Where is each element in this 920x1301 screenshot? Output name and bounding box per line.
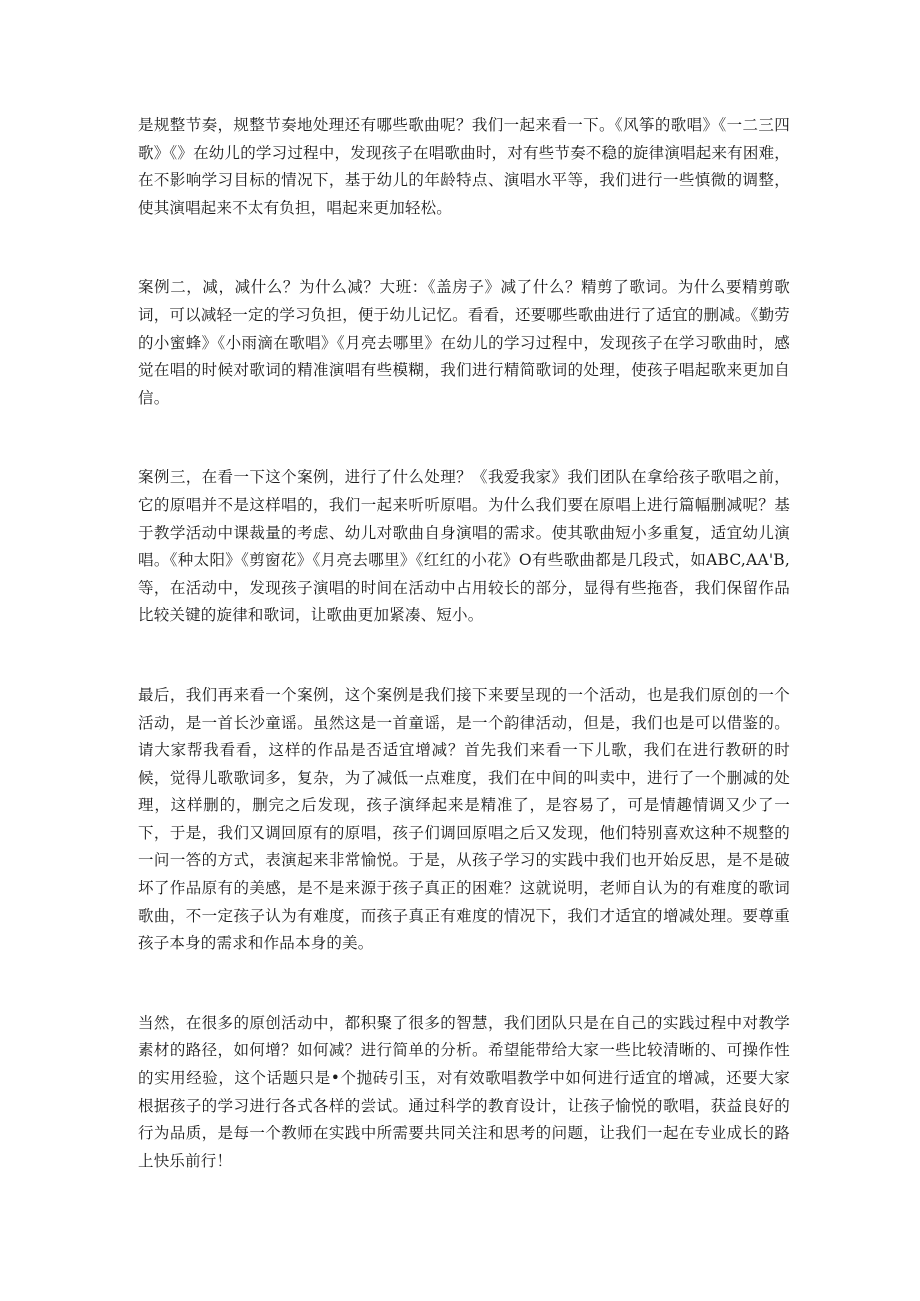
paragraph-intro: 是规整节奏，规整节奏地处理还有哪些歌曲呢？我们一起来看一下。《风筝的歌唱》《一二三四歌》《》在幼儿的学习过程中，发现孩子在唱歌曲时，对有些节奏不稳的旋律演唱起来有困难，在不影响学习目标的情况下，基于幼儿的年龄特点、演唱水平等，我们进行一些慎微的调整，使其演唱起来不太有负担，唱起来更加轻松。 bbox=[138, 116, 790, 217]
paragraph-case-two: 案例二，减，减什么？为什么减？大班：《盖房子》减了什么？精剪了歌词。为什么要精剪歌词，可以减轻一定的学习负担，便于幼儿记忆。看看，还要哪些歌曲进行了适宜的删减。《勤劳的小蜜蜂》《小雨滴在歌唱》《月亮去哪里》在幼儿的学习过程中，发现孩子在学习歌曲时，感觉在唱的时候对歌词的精准演唱有些模糊，我们进行精简歌词的处理，使孩子唱起歌来更加自信。 bbox=[138, 278, 790, 407]
document-body bbox=[138, 112, 790, 1227]
paragraph-case-three: 案例三，在看一下这个案例，进行了什么处理？《我爱我家》我们团队在拿给孩子歌唱之前，它的原唱并不是这样唱的，我们一起来听听原唱。为什么我们要在原唱上进行篇幅删减呢？基于教学活动中课裁量的考虑、幼儿对歌曲自身演唱的需求。使其歌曲短小多重复，适宜幼儿演唱。《种太阳》《剪窗花》《月亮去哪里》《红红的小花》O有些歌曲都是几段式，如ABC,AA'B,等，在活动中，发现孩子演唱的时间在活动中占用较长的部分，显得有些拖沓，我们保留作品比较关键的旋律和歌词，让歌曲更加紧凑、短小。 bbox=[138, 468, 790, 625]
paragraph-final-case: 最后，我们再来看一个案例，这个案例是我们接下来要呈现的一个活动，也是我们原创的一个活动，是一首长沙童谣。虽然这是一首童谣，是一个韵律活动，但是，我们也是可以借鉴的。请大家帮我看看，这样的作品是否适宜增减？首先我们来看一下儿歌，我们在进行教研的时候，觉得儿歌歌词多，复杂，为了减低一点难度，我们在中间的叫卖中，进行了一个删减的处理，这样删的，删完之后发现，孩子演绎起来是精准了，是容易了，可是情趣情调又少了一下，于是，我们又调回原有的原唱，孩子们调回原唱之后又发现，他们特别喜欢这种不规整的一问一答的方式，表演起来非常愉悦。于是，从孩子学习的实践中我们也开始反思，是不是破坏了作品原有的美感，是不是来源于孩子真正的困难？这就说明，老师自认为的有难度的歌词歌曲，不一定孩子认为有难度，而孩子真正有难度的情况下，我们才适宜的增减处理。要尊重孩子本身的需求和作品本身的美。 bbox=[138, 685, 790, 953]
paragraph-conclusion: 当然，在很多的原创活动中，都积聚了很多的智慧，我们团队只是在自己的实践过程中对教学素材的路径，如何增？如何减？进行简单的分析。希望能带给大家一些比较清晰的、可操作性的实用经验，这个话题只是•个抛砖引玉，对有效歌唱教学中如何进行适宜的增减，还要大家根据孩子的学习进行各式各样的尝试。通过科学的教育设计，让孩子愉悦的歌唱，获益良好的行为品质，是每一个教师在实践中所需要共同关注和思考的问题，让我们一起在专业成长的路上快乐前行！ bbox=[138, 1013, 790, 1170]
